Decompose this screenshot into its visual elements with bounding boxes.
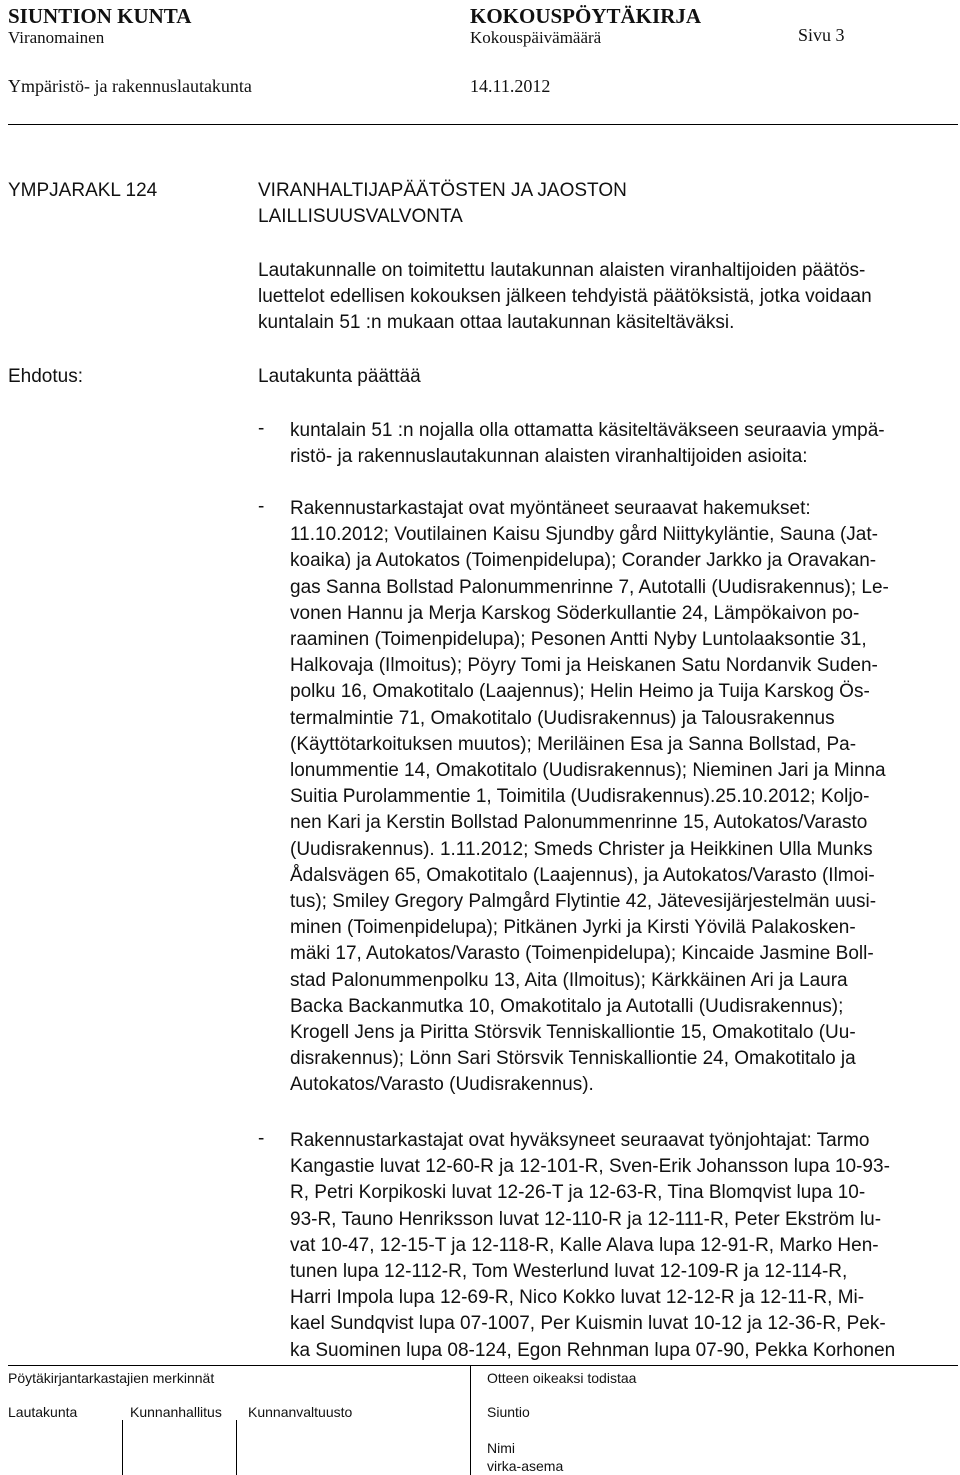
authority-label: Viranomainen [8, 28, 105, 47]
section-reference: YMPJARAKL 124 [8, 180, 158, 201]
authority-name: Ympäristö- ja rakennuslautakunta [8, 76, 252, 96]
meeting-date-label: Kokouspäivämäärä [470, 28, 602, 47]
proposal-text: Lautakunta päättää [258, 366, 421, 387]
footer-divider [8, 1365, 958, 1366]
footer-cell-divider [122, 1420, 123, 1475]
document-type: KOKOUSPÖYTÄKIRJA [470, 4, 702, 28]
intro-paragraph: Lautakunnalle on toimitettu lautakunnan alaisten viranhaltijoiden päätös- luettelot edellisen kokouksen jälkeen tehdyistä päätöksistä, jotka voidaan kuntalain 51 :n mukaan ottaa lautakunnan käsiteltäväksi. [258, 260, 872, 334]
proposal-label: Ehdotus: [8, 366, 83, 387]
section-title-line1: VIRANHALTIJAPÄÄTÖSTEN JA JAOSTON [258, 180, 627, 201]
bullet-dash: - [258, 1128, 265, 1149]
position-label: virka-asema [487, 1458, 564, 1474]
place-label: Siuntio [487, 1404, 530, 1420]
name-label: Nimi [487, 1440, 515, 1456]
bullet-dash: - [258, 418, 265, 439]
municipal-board-label: Kunnanhallitus [130, 1404, 222, 1420]
bullet-dash: - [258, 496, 265, 517]
item-approved-supervisors: Rakennustarkastajat ovat hyväksyneet seuraavat työnjohtajat: Tarmo Kangastie luvat 12-60-R ja 12-101-R, Sven-Erik Johansson lupa 10-93- R, Petri Korpikoski luvat 12-26-T ja 12-63-R, Tina Blomqvist lupa 10- 93-R, Tauno Henriksson luvat 12-110-R ja 12-111-R, Peter Ekström lu- vat 10-47, 12-15-T ja 12-118-R, Kalle Alava lupa 12-91-R, Marko Hen- tunen lupa 12-112-R, Tom Westerlund luvat 12-109-R ja 12-114-R, Harri Impola lupa 12-69-R, Nico Kokko luvat 12-12-R ja 12-11-R, Mi- kael Sundqvist lupa 07-1007, Per Kuismin luvat 10-12 ja 12-36-R, Pek- ka Suominen lupa 08-124, Egon Rehnman lupa 07-90, Pekka Korhonen [290, 1130, 896, 1361]
header-divider [8, 124, 958, 125]
board-label: Lautakunta [8, 1404, 78, 1420]
inspectors-notes-label: Pöytäkirjantarkastajien merkinnät [8, 1370, 215, 1386]
section-title-line2: LAILLISUUSVALVONTA [258, 206, 463, 227]
footer-column-divider [470, 1365, 471, 1475]
page-number: Sivu 3 [798, 25, 845, 45]
certified-copy-label: Otteen oikeaksi todistaa [487, 1370, 637, 1386]
municipality-name: SIUNTION KUNTA [8, 4, 192, 28]
council-label: Kunnanvaltuusto [248, 1404, 353, 1420]
item-granted-permits: Rakennustarkastajat ovat myöntäneet seuraavat hakemukset: 11.10.2012; Voutilainen Kaisu Sjundby gård Niittykyläntie, Sauna (Jat- koaika) ja Autokatos (Toimenpidelupa); Corander Jarkko ja Oravakan- gas Sanna Bollstad Palonummenrinne 7, Autotalli (Uudisrakennus); Le- vonen Hannu ja Merja Karskog Söderkullantie 24, Lämpökaivon po- raaminen (Toimenpidelupa); Pesonen Antti Nyby Luntolaaksontie 31, Halkovaja (Ilmoitus); Pöyry Tomi ja Heiskanen Satu Nordanvik Suden- polku 16, Omakotitalo (Laajennus); Helin Heimo ja Tuija Karskog Ös- termalmintie 71, Omakotitalo (Uudisrakennus) ja Talousrakennus (Käyttötarkoituksen muutos); Meriläinen Esa ja Sanna Bollstad, Pa- lonummentie 14, Omakotitalo (Uudisrakennus); Nieminen Jari ja Minna Suitia Purolammentie 1, Toimitila (Uudisrakennus).25.10.2012; Koljo- nen Kari ja Kerstin Bollstad Palonummenrinne 15, Autokatos/Varasto (Uudisrakennus). 1.11.2012; Smeds Christer ja Heikkinen Ulla Munks Ådalsvägen 65, Omakotitalo (Laajennus), ja Autokatos/Varasto (Ilmoi- tus); Smiley Gregory Palmgård Flytintie 42, Jätevesijärjestelmän uusi- minen (Toimenpidelupa); Pitkänen Jyrki ja Kirsti Yövilä Palakosken- mäki 17, Autokatos/Varasto (Toimenpidelupa); Kincaide Jasmine Boll- stad Palonummenpolku 13, Aita (Ilmoitus); Kärkkäinen Ari ja Laura Backa Backanmutka 10, Omakotitalo ja Autotalli (Uudisrakennus); Krogell Jens ja Piritta Störsvik Tenniskalliontie 15, Omakotitalo (Uu- disrakennus); Lönn Sari Störsvik Tenniskalliontie 24, Omakotitalo ja Autokatos/Varasto (Uudisrakennus). [290, 498, 889, 1096]
meeting-date: 14.11.2012 [470, 76, 551, 96]
footer-cell-divider [236, 1420, 237, 1475]
item-not-processed: kuntalain 51 :n nojalla olla ottamatta käsiteltäväkseen seuraavia ympä- ristö- ja rakennuslautakunnan alaisten viranhaltijoiden asioita: [290, 420, 885, 468]
